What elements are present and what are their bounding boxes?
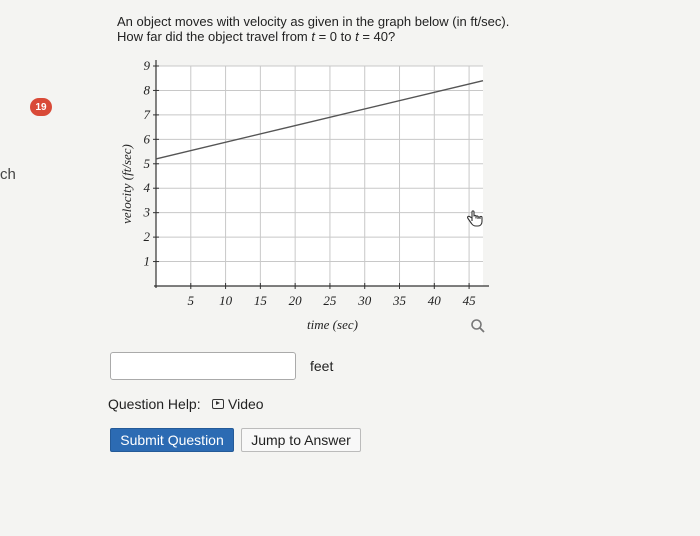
x-tick-label: 25 (323, 293, 337, 308)
units-label: feet (310, 358, 334, 374)
question-line-2-prefix: How far did the object travel from (117, 29, 312, 44)
answer-input[interactable] (110, 352, 296, 380)
velocity-chart (110, 50, 510, 342)
y-tick-label: 6 (143, 131, 150, 147)
x-axis-title: time (sec) (307, 317, 358, 332)
question-line-2 (117, 29, 509, 44)
velocity-chart-svg (110, 50, 510, 342)
x-tick-label: 40 (427, 293, 441, 308)
y-tick-label: 7 (143, 106, 150, 122)
question-help-label: Question Help: (108, 396, 201, 412)
question-text (117, 14, 509, 44)
question-line-2-mid: = 0 to (314, 29, 356, 44)
y-tick-label: 4 (143, 180, 150, 196)
variable-t-end: t (355, 29, 359, 44)
x-tick-label: 30 (358, 293, 372, 308)
y-tick-label: 8 (143, 82, 150, 98)
x-tick-label: 45 (462, 293, 476, 308)
x-tick-label: 15 (253, 293, 267, 308)
variable-t-start: t (311, 29, 315, 44)
y-tick-label: 1 (143, 253, 150, 269)
video-help-link[interactable] (212, 396, 264, 412)
jump-to-answer-button[interactable]: Jump to Answer (241, 428, 361, 452)
question-line-2-end: = 40? (358, 29, 396, 44)
x-tick-label: 35 (393, 293, 407, 308)
submit-question-button[interactable]: Submit Question (110, 428, 234, 452)
question-line-1: An object moves with velocity as given in the graph below (in ft/sec). (117, 14, 510, 29)
y-axis-title: velocity (ft/sec) (119, 144, 134, 224)
hand-cursor-icon (466, 210, 484, 230)
x-tick-label: 20 (288, 293, 302, 308)
question-number-badge: 19 (30, 98, 52, 116)
y-tick-label: 3 (143, 204, 150, 220)
video-link-label: Video (228, 396, 264, 412)
y-tick-label: 2 (143, 229, 150, 245)
zoom-icon[interactable] (470, 318, 486, 334)
x-tick-label: 10 (219, 293, 233, 308)
x-tick-label: 5 (187, 293, 195, 308)
sidebar-clipped-text: ch (0, 166, 16, 183)
video-icon (212, 399, 224, 409)
y-tick-label: 9 (143, 58, 150, 73)
y-tick-label: 5 (143, 155, 150, 171)
